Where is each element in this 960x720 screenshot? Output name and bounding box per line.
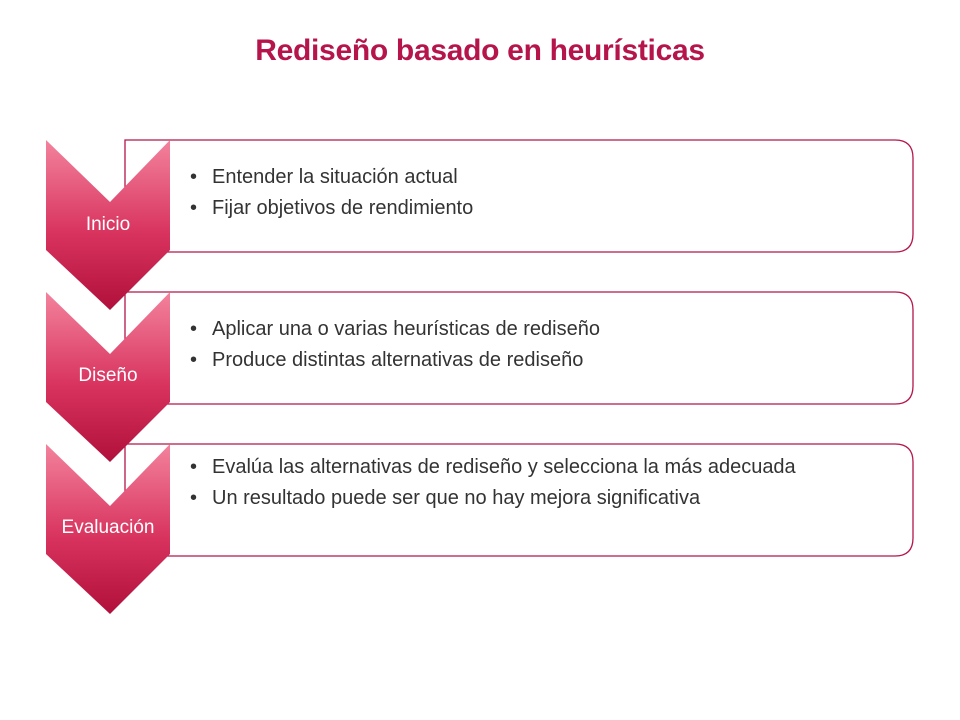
slide-title: Rediseño basado en heurísticas [255,34,705,67]
stage-label-evaluacion: Evaluación [61,517,155,538]
stage-label-inicio: Inicio [85,214,131,235]
stage-1-bullet: • Fijar objetivos de rendimiento [190,197,870,220]
stage-3-bullet: • Evalúa las alternativas de rediseño y selecciona la más adecuada [190,456,830,479]
stage-2-bullet: • Aplicar una o varias heurísticas de rediseño [190,318,870,341]
stage-3-bullet-list [190,456,830,518]
stage-label-diseno: Diseño [78,365,138,386]
stage-2-bullet-list [190,318,870,380]
stage-2-bullet: • Produce distintas alternativas de rediseño [190,349,870,372]
stage-1-bullet: • Entender la situación actual [190,166,870,189]
stage-1-bullet-list [190,166,870,228]
stage-3-bullet: • Un resultado puede ser que no hay mejora significativa [190,487,830,510]
